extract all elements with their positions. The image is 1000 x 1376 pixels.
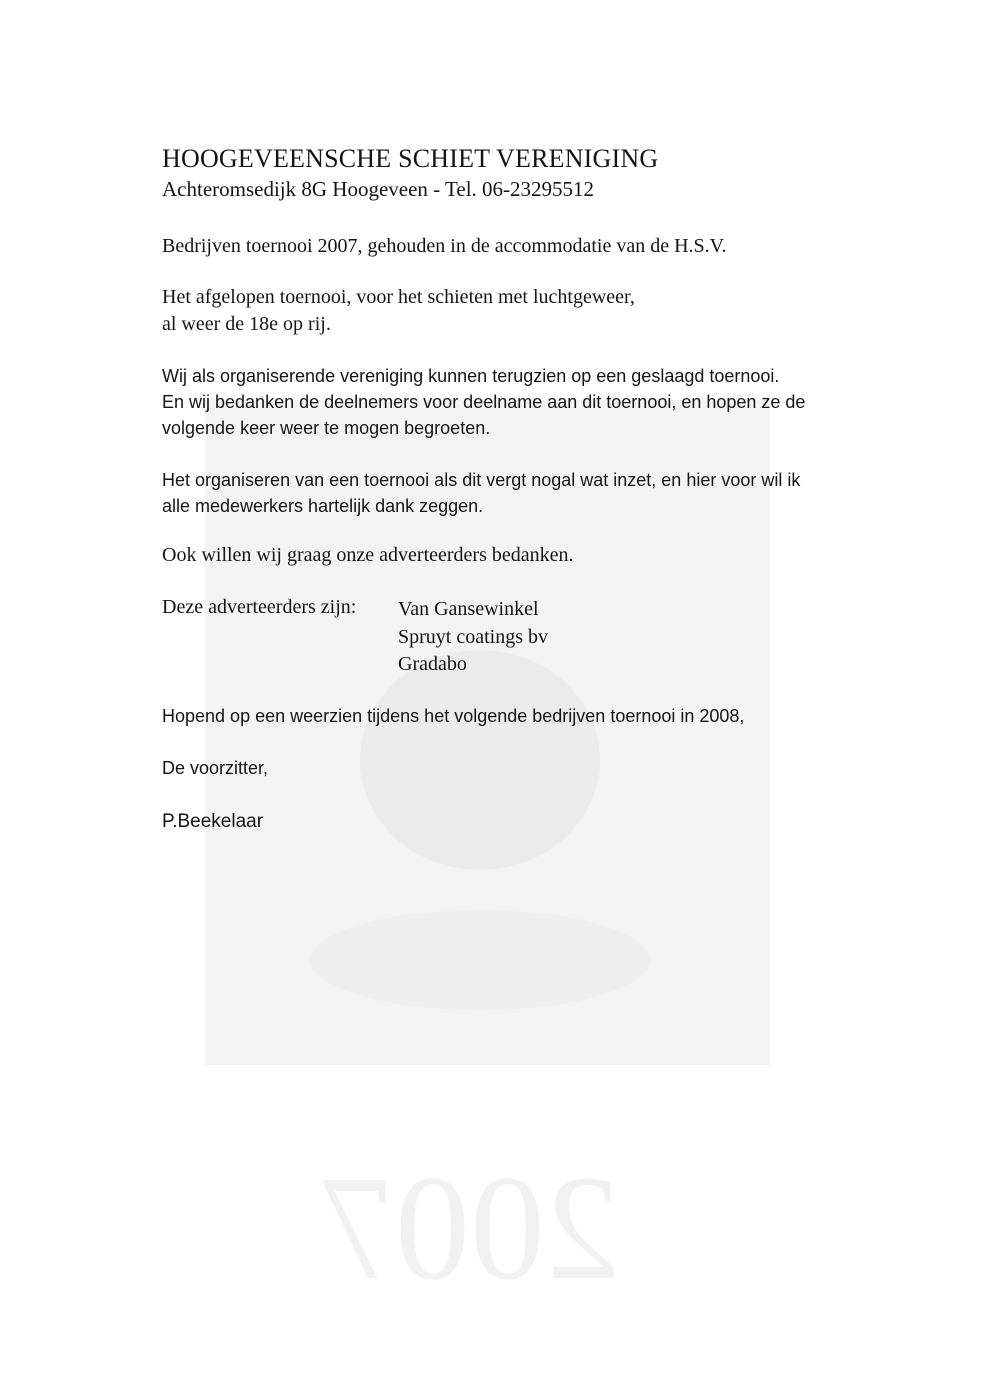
thanks-line: En wij bedanken de deelnemers voor deelname aan dit toernooi, en hopen ze de <box>162 392 806 412</box>
advertisers-label: Deze adverteerders zijn: <box>162 596 357 618</box>
intro-paragraph: Bedrijven toernooi 2007, gehouden in de accommodatie van de H.S.V. <box>162 235 727 257</box>
thanks-line: volgende keer weer te mogen begroeten. <box>162 418 491 438</box>
show-through-year: 2007 <box>320 1145 620 1311</box>
tournament-line-2: al weer de 18e op rij. <box>162 313 331 335</box>
advertisers-list <box>398 596 548 679</box>
show-through-base <box>310 910 650 1010</box>
advertiser-item: Spruyt coatings bv <box>398 625 548 648</box>
signature-name: P.Beekelaar <box>162 811 264 832</box>
organization-address: Achteromsedijk 8G Hoogeveen - Tel. 06-23295512 <box>162 177 595 201</box>
show-through-emblem <box>360 650 600 870</box>
advertisers-intro: Ook willen wij graag onze adverteerders bedanken. <box>162 544 574 566</box>
signoff: De voorzitter, <box>162 758 269 778</box>
staff-line: alle medewerkers hartelijk dank zeggen. <box>162 496 484 516</box>
advertiser-item: Van Gansewinkel <box>398 598 539 620</box>
staff-paragraph <box>162 467 800 519</box>
tournament-line-1: Het afgelopen toernooi, voor het schieten met luchtgeweer, <box>162 286 635 308</box>
thanks-line: Wij als organiserende vereniging kunnen terugzien op een geslaagd toernooi. <box>162 366 780 386</box>
organization-name: HOOGEVEENSCHE SCHIET VERENIGING <box>162 144 659 173</box>
thanks-paragraph <box>162 363 805 441</box>
advertiser-item: Gradabo <box>398 653 467 675</box>
closing-line: Hopend op een weerzien tijdens het volgende bedrijven toernooi in 2008, <box>162 706 745 726</box>
staff-line: Het organiseren van een toernooi als dit vergt nogal wat inzet, en hier voor wil ik <box>162 470 801 490</box>
